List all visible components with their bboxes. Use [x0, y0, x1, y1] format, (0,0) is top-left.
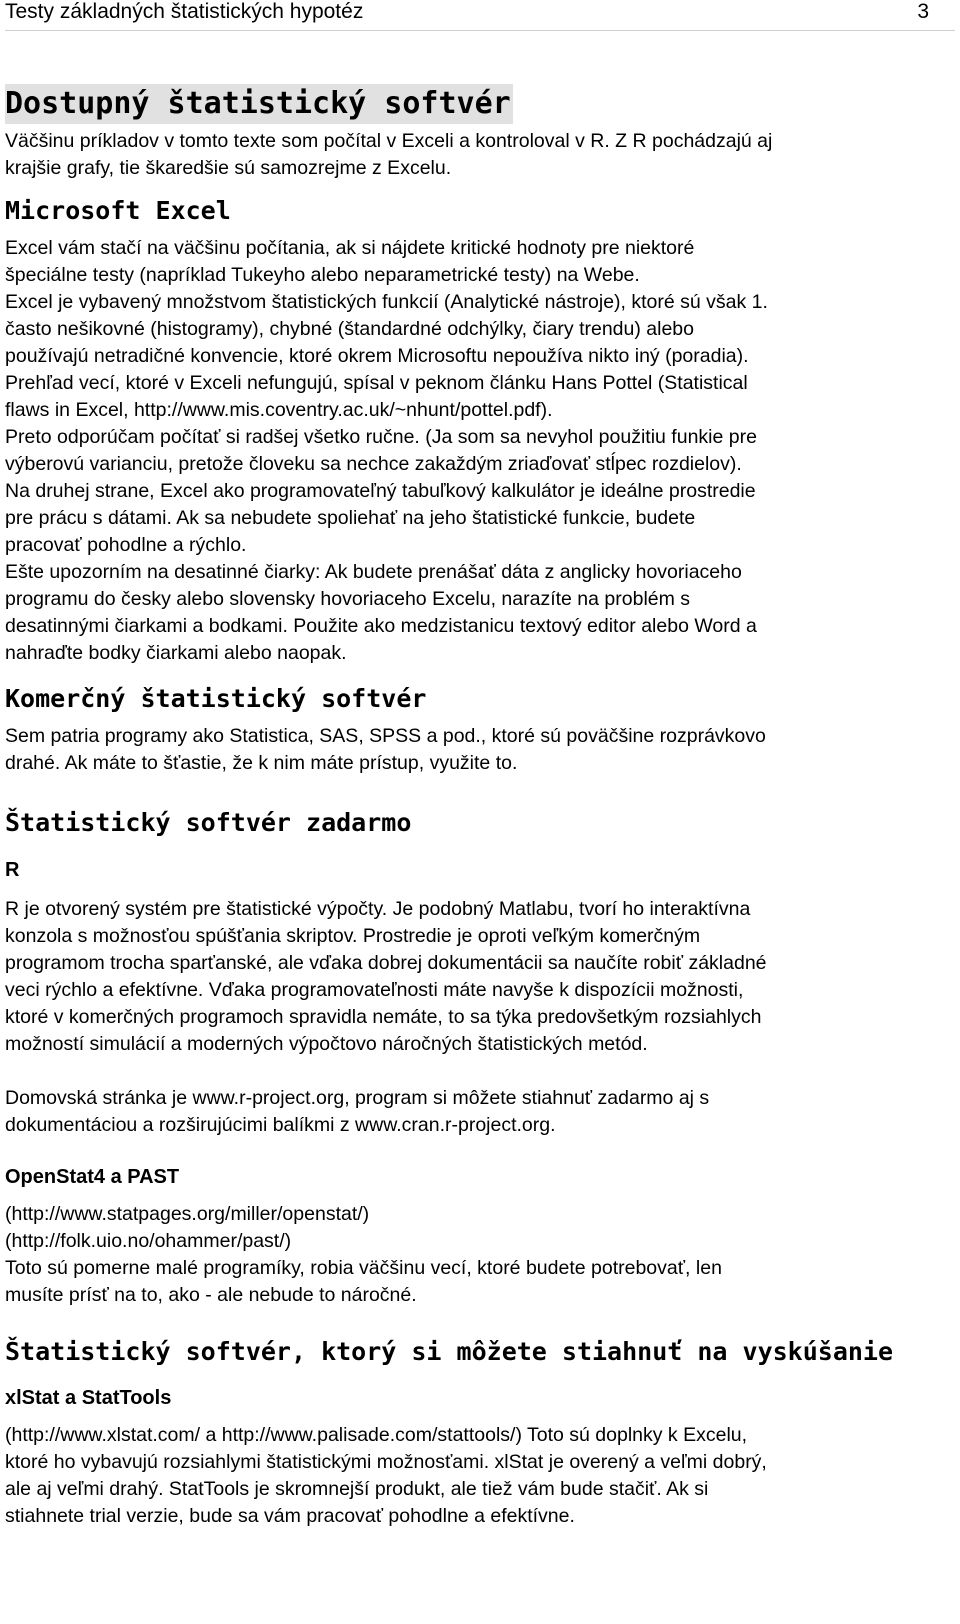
text-line: programu do česky alebo slovensky hovoriaceho Excelu, narazíte na problém s — [5, 588, 691, 610]
text-line: Sem patria programy ako Statistica, SAS, SPSS a pod., ktoré sú poväčšine rozprávkovo — [5, 725, 766, 747]
text-line: desatinnými čiarkami a bodkami. Použite ako medzistanicu textový editor alebo Word a — [5, 615, 757, 637]
text-line: Excel vám stačí na väčšinu počítania, ak si nájdete kritické hodnoty pre niektoré — [5, 237, 695, 259]
text-line: ktoré ho vybavujú rozsiahlymi štatistickými možnosťami. xlStat je overený a veľmi dobrý, — [5, 1451, 767, 1473]
running-header — [5, 0, 955, 26]
subheading-trial-software: Štatistický softvér, ktorý si môžete stiahnuť na vyskúšanie — [5, 1337, 894, 1366]
available-software-intro — [5, 128, 955, 182]
subheading-free-software: Štatistický softvér zadarmo — [5, 808, 412, 837]
text-line: (http://folk.uio.no/ohammer/past/) — [5, 1230, 292, 1252]
text-line: konzola s možnosťou spúšťania skriptov. Prostredie je oproti veľkým komerčným — [5, 925, 701, 947]
text-line: dokumentáciou a rozširujúcimi balíkmi z www.cran.r-project.org. — [5, 1114, 556, 1136]
text-line: Preto odporúčam počítať si radšej všetko ručne. (Ja som sa nevyhol použitiu funkie pre — [5, 426, 757, 448]
subheading-xlstat-stattools: xlStat a StatTools — [5, 1387, 172, 1409]
openstat-paragraph — [5, 1201, 955, 1309]
text-line: (http://www.xlstat.com/ a http://www.palisade.com/stattools/) Toto sú doplnky k Excelu, — [5, 1424, 748, 1446]
text-line: často nešikovné (histogramy), chybné (štandardné odchýlky, čiary trendu) alebo — [5, 318, 694, 340]
text-line: Väčšinu príkladov v tomto texte som počítal v Exceli a kontroloval v R. Z R pochádzajú aj — [5, 130, 773, 152]
text-line: Toto sú pomerne malé programíky, robia väčšinu vecí, ktoré budete potrebovať, len — [5, 1257, 722, 1279]
text-line: ktoré v komerčných programoch spravidla nemáte, to sa týka predovšetkým rozsiahlych — [5, 1006, 762, 1028]
page-number: 3 — [917, 0, 929, 23]
subheading-microsoft-excel: Microsoft Excel — [5, 196, 231, 225]
subheading-commercial-software: Komerčný štatistický softvér — [5, 684, 427, 713]
r-paragraph — [5, 896, 955, 1058]
text-line: nahraďte bodky čiarkami alebo naopak. — [5, 642, 347, 664]
commercial-paragraph — [5, 723, 955, 777]
text-line: pre prácu s dátami. Ak sa nebudete spoliehať na jeho štatistické funkcie, budete — [5, 507, 696, 529]
text-line: ale aj veľmi drahý. StatTools je skromnejší produkt, ale tiež vám bude stačiť. Ak si — [5, 1478, 709, 1500]
text-line: Prehľad vecí, ktoré v Exceli nefungujú, spísal v peknom článku Hans Pottel (Statistical — [5, 372, 748, 394]
excel-paragraph — [5, 235, 955, 667]
section-heading-available-software: Dostupný štatistický softvér — [5, 84, 513, 124]
text-line: R je otvorený systém pre štatistické výpočty. Je podobný Matlabu, tvorí ho interaktívna — [5, 898, 751, 920]
text-line: flaws in Excel, http://www.mis.coventry.ac.uk/~nhunt/pottel.pdf). — [5, 399, 553, 421]
text-line: Domovská stránka je www.r-project.org, program si môžete stiahnuť zadarmo aj s — [5, 1087, 710, 1109]
r-homepage-paragraph — [5, 1085, 955, 1139]
text-line: pracovať pohodlne a rýchlo. — [5, 534, 247, 556]
text-line: Na druhej strane, Excel ako programovateľný tabuľkový kalkulátor je ideálne prostredie — [5, 480, 756, 502]
text-line: stiahnete trial verzie, bude sa vám pracovať pohodlne a efektívne. — [5, 1505, 575, 1527]
header-rule — [5, 30, 955, 31]
text-line: špeciálne testy (napríklad Tukeyho alebo neparametrické testy) na Webe. — [5, 264, 640, 286]
text-line: krajšie grafy, tie škaredšie sú samozrejme z Excelu. — [5, 157, 452, 179]
text-line: Excel je vybavený množstvom štatistických funkcií (Analytické nástroje), ktoré sú však 1. — [5, 291, 768, 313]
xlstat-paragraph — [5, 1422, 955, 1530]
text-line: drahé. Ak máte to šťastie, že k nim máte prístup, využite to. — [5, 752, 518, 774]
subheading-openstat-past: OpenStat4 a PAST — [5, 1166, 180, 1188]
text-line: Ešte upozorním na desatinné čiarky: Ak budete prenášať dáta z anglicky hovoriaceho — [5, 561, 742, 583]
text-line: (http://www.statpages.org/miller/openstat/) — [5, 1203, 370, 1225]
text-line: veci rýchlo a efektívne. Vďaka programovateľnosti máte navyše k dispozícii možnosti, — [5, 979, 744, 1001]
text-line: možností simulácií a moderných výpočtovo náročných štatistických metód. — [5, 1033, 648, 1055]
running-header-title: Testy základných štatistických hypotéz — [5, 0, 364, 23]
text-line: výberovú varianciu, pretože človeku sa nechce zakaždým zriaďovať stĺpec rozdielov). — [5, 453, 742, 475]
text-line: musíte prísť na to, ako - ale nebude to náročné. — [5, 1284, 417, 1306]
text-line: používajú netradičné konvencie, ktoré okrem Microsoftu nepoužíva nikto iný (poradia). — [5, 345, 749, 367]
subheading-r: R — [5, 859, 20, 881]
text-line: programom trocha sparťanské, ale vďaka dobrej dokumentácii sa naučíte robiť základné — [5, 952, 767, 974]
document-page — [5, 0, 955, 1530]
